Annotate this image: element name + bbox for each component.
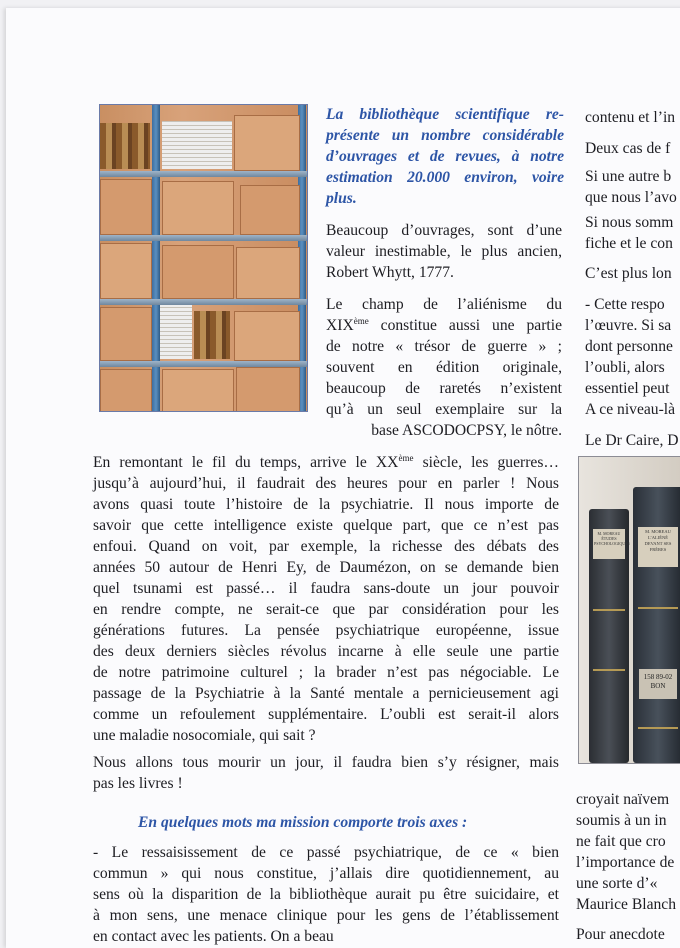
text-line: A ce niveau-là	[585, 401, 676, 418]
caption-line: plus.	[326, 190, 357, 207]
text-line: comme un refoulement supplémentaire. L’oubli est serait-il alors	[93, 706, 559, 723]
roman-numeral: XIX	[326, 317, 354, 334]
text-line: années 50 autour de Henri Ey, de Daumézon, on se demande bien	[93, 559, 559, 576]
text-line: Nous allons tous mourir un jour, il faudra bien s’y résigner, mais	[93, 754, 559, 771]
paragraph-twentieth-century	[93, 452, 559, 746]
mission-heading: En quelques mots ma mission comporte trois axes :	[138, 814, 468, 831]
text-line: passage de la Psychiatrie à la Santé mentale a pernicieusement agi	[93, 685, 559, 702]
text-line: Maurice Blanch	[576, 896, 677, 913]
text-line: base ASCODOCPSY, le nôtre.	[371, 422, 562, 439]
text-line: - Cette respo	[585, 296, 665, 313]
spine-number: 158 89-02 BON	[643, 673, 673, 690]
text-line	[326, 315, 562, 336]
text-line: souvent en édition originale,	[326, 359, 562, 376]
text-line: qu’à un seul exemplaire sur la	[326, 401, 562, 418]
text-line: valeur inestimable, le plus ancien,	[326, 243, 562, 260]
text-line: dont personne	[585, 338, 673, 355]
text-line: - Le ressaisissement de ce passé psychiatrique, de ce « bien	[93, 844, 559, 861]
text-line: Deux cas de f	[585, 140, 671, 157]
spine-text: M. MOREAU L’ALIÉNÉ DEVANT SES FRÈRES	[644, 529, 672, 552]
text-line: enfoui. Quand on voit, par exemple, la richesse des débats des	[93, 538, 559, 555]
text-line: C’est plus lon	[585, 265, 672, 282]
text-line: que nous l’avo	[585, 189, 677, 206]
paragraph-mission-axis-1	[93, 842, 559, 947]
text-line: fiche et le con	[585, 235, 673, 252]
text-line: beaucoup de raretés n’existent	[326, 380, 562, 397]
text-line: des deux derniers siècles révolus incarne à elle seule une partie	[93, 643, 559, 660]
text-fragment: En remontant le fil du temps, arrive le XX	[93, 454, 399, 471]
text-line: à mon sens, une menace clinique pour les gens de l’établissement	[93, 907, 559, 924]
text-line: Si nous somm	[585, 214, 674, 231]
paragraph-books-survive	[93, 752, 559, 794]
text-line: avons quasi toute l’histoire de la psychiatrie. Il nous importe de	[93, 496, 559, 513]
text-line	[93, 452, 559, 473]
text-line: Beaucoup d’ouvrages, sont d’une	[326, 222, 562, 239]
caption-line: d’ouvrages et de revues, à notre	[326, 148, 564, 165]
text-line: pas les livres !	[93, 775, 183, 792]
text-line: l’œuvre. Si sa	[585, 317, 672, 334]
text-line: de notre « trésor de guerre » ;	[326, 338, 562, 355]
text-line: soumis à un in	[576, 812, 667, 829]
text-line: Robert Whytt, 1777.	[326, 264, 454, 281]
text-line: Pour anecdote	[576, 926, 665, 943]
text-line: contenu et l’in	[585, 109, 676, 126]
text-line: essentiel peut	[585, 380, 670, 397]
spine-text: M. MOREAU ÉTUDES PSYCHOLOGIQUES	[594, 531, 630, 546]
text-fragment: siècle, les guerres…	[413, 454, 559, 471]
book-spine-right	[633, 487, 680, 763]
text-line: croyait naïvem	[576, 791, 670, 808]
old-books-photo	[578, 456, 680, 764]
text-line: savoir que cette intelligence existe quelque part, que ce n’est pas	[93, 517, 559, 534]
book-spine-left	[589, 509, 629, 763]
library-shelves-photo	[99, 104, 308, 412]
text-line: jusqu’à aujourd’hui, il faudrait des heures pour en parler ! Nous	[93, 475, 559, 492]
text-line: ne fait que cro	[576, 833, 666, 850]
text-line: l’importance de	[576, 854, 675, 871]
text-line: commun » qui nous constitue, j’allais dire quotidiennement, au	[93, 865, 559, 882]
text-line: Le Dr Caire, D	[585, 432, 679, 449]
text-line: Si une autre b	[585, 168, 672, 185]
caption-line: estimation 20.000 environ, voire	[326, 169, 564, 186]
text-line: Le champ de l’aliénisme du	[326, 296, 562, 313]
text-line: générations futures. La pensée psychiatrique européenne, issue	[93, 622, 559, 639]
superscript: ème	[398, 452, 414, 463]
caption-line: La bibliothèque scientifique re-	[326, 106, 564, 123]
text-line: une sorte d’«	[576, 875, 658, 892]
caption-line: présente un nombre considérable	[326, 127, 564, 144]
paragraph-alienism	[326, 294, 562, 441]
text-line: en rendre compte, ne serait-ce que par considération pour les	[93, 601, 559, 618]
photo-caption	[326, 104, 564, 209]
paragraph-oldest-book	[326, 220, 562, 283]
text-line: une maladie nosocomiale, qui sait ?	[93, 727, 316, 744]
superscript: ème	[353, 315, 369, 326]
text-line: de notre patrimoine culturel ; la brader n’est pas négociable. Le	[93, 664, 559, 681]
text-line: quel tsunami est passé… il faudra sans-doute un jour pouvoir	[93, 580, 559, 597]
text-line: l’oubli, alors	[585, 359, 665, 376]
text-line: sens où la disparition de la bibliothèque aurait pu être suicidaire, et	[93, 886, 559, 903]
text-fragment: constitue aussi une partie	[368, 317, 562, 334]
text-line: en contact avec les patients. On a beau	[93, 928, 334, 945]
